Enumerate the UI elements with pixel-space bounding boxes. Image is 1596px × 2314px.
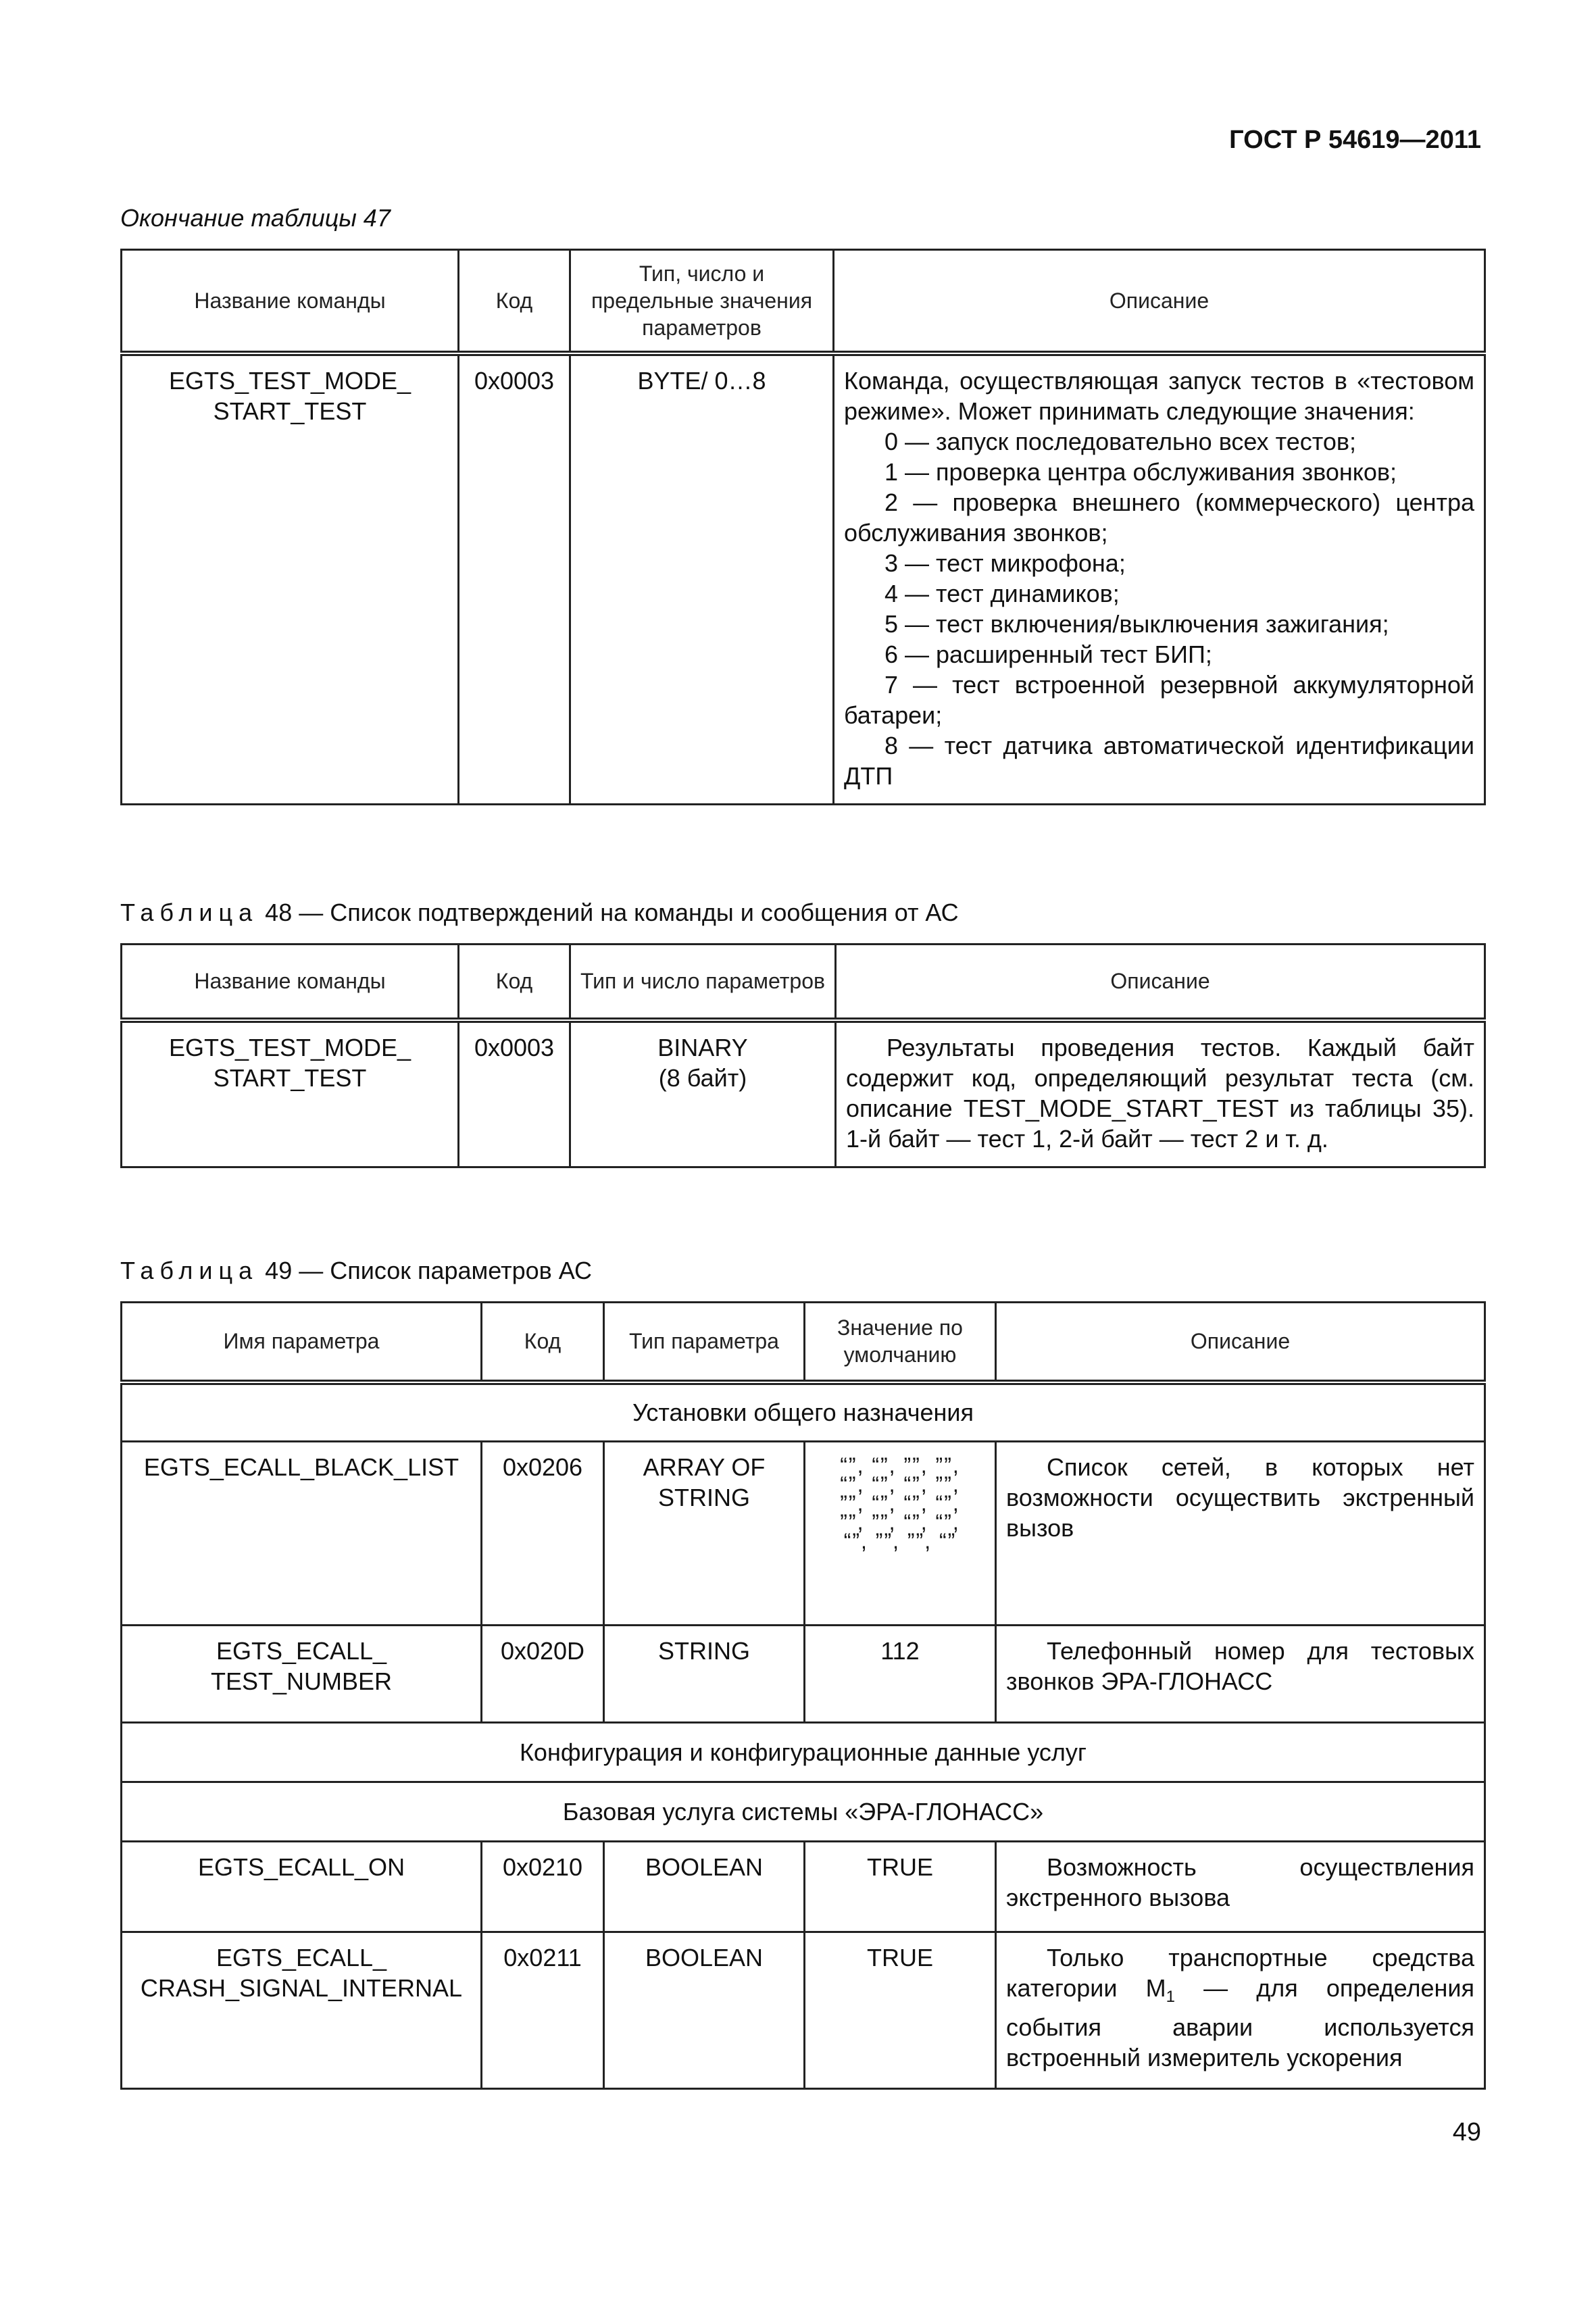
table48-caption: Таблица 48 — Список подтверждений на команды и сообщения от АС: [120, 899, 959, 926]
group-row: [122, 1382, 1485, 1442]
list-item: 5 — тест включения/выключения зажигания;: [884, 610, 1389, 638]
description-cell: Результаты проведения тестов. Каждый байт содержит код, определяющий результат теста (см. описание TEST_MODE_START_TEST из таблицы 35). 1-й байт — тест 1, 2-й байт — тест 2 и т. д.: [836, 1020, 1485, 1167]
header-code: Код: [459, 945, 570, 1020]
table-row: [122, 1442, 1485, 1626]
header-default: Значение по умолчанию: [805, 1303, 996, 1382]
header-code: Код: [482, 1303, 604, 1382]
list-item: 1 — проверка центра обслуживания звонков;: [884, 458, 1397, 486]
header-description: Описание: [836, 945, 1485, 1020]
code-cell: 0x0003: [459, 1020, 570, 1167]
header-command-name: Название команды: [122, 945, 459, 1020]
default-value-cell: “”, “”, ””, ””, “”, “”, “”, ””, ””, “”, “”, “”, ””, ””, “”, “”, “”, ””, ””, “”: [805, 1442, 996, 1626]
description-cell: Команда, осуществляющая запуск тестов в «тестовом режиме». Может принимать следующие значения: 0 — запуск последовательно всех тестов; 1 — проверка центра обслуживания звонков; 2 — проверка внешнего (коммерческого) центра обслуживания звонков; 3 — тест микрофона; 4 — тест динамиков; 5 — тест включения/выключения зажигания; 6 — расширенный тест БИП; 7 — тест встроенной резервной аккумуляторной батареи; 8 — тест датчика автоматической идентификации ДТП: [834, 353, 1485, 805]
group-row: [122, 1782, 1485, 1842]
code-cell: 0x0210: [482, 1842, 604, 1932]
header-parameter-name: Имя параметра: [122, 1303, 482, 1382]
group-row: [122, 1723, 1485, 1782]
header-type: Тип, число и предельные значения параметров: [570, 250, 834, 354]
list-item: 4 — тест динамиков;: [884, 580, 1120, 607]
header-code: Код: [459, 250, 570, 354]
table-49: [120, 1301, 1486, 2090]
parameter-name-cell: EGTS_ECALL_ON: [122, 1842, 482, 1932]
description-cell: Список сетей, в которых нет возможности осуществить экстренный вызов: [996, 1442, 1485, 1626]
type-cell: ARRAY OF STRING: [604, 1442, 805, 1626]
group-general-label: Установки общего назначения: [122, 1382, 1485, 1442]
list-item: 3 — тест микрофона;: [884, 549, 1126, 577]
code-cell: 0x020D: [482, 1626, 604, 1723]
command-name-cell: EGTS_TEST_MODE_ START_TEST: [122, 353, 459, 805]
type-cell: BYTE/ 0…8: [570, 353, 834, 805]
parameter-name-cell: EGTS_ECALL_ CRASH_SIGNAL_INTERNAL: [122, 1932, 482, 2089]
table47-caption: Окончание таблицы 47: [120, 204, 391, 232]
list-item: 6 — расширенный тест БИП;: [884, 640, 1212, 668]
header-type: Тип параметра: [604, 1303, 805, 1382]
table-47: [120, 249, 1486, 805]
header-description: Описание: [996, 1303, 1485, 1382]
header-type: Тип и число параметров: [570, 945, 836, 1020]
command-name-cell: EGTS_TEST_MODE_ START_TEST: [122, 1020, 459, 1167]
list-item: 7 — тест встроенной резервной аккумуляторной батареи;: [844, 671, 1474, 729]
default-value-cell: TRUE: [805, 1932, 996, 2089]
description-cell: Телефонный номер для тестовых звонков ЭРА-ГЛОНАСС: [996, 1626, 1485, 1723]
group-base-service-label: Базовая услуга системы «ЭРА-ГЛОНАСС»: [122, 1782, 1485, 1842]
type-cell: BOOLEAN: [604, 1842, 805, 1932]
code-cell: 0x0211: [482, 1932, 604, 2089]
standard-number: ГОСТ Р 54619—2011: [1229, 126, 1481, 154]
parameter-name-cell: EGTS_ECALL_BLACK_LIST: [122, 1442, 482, 1626]
header-description: Описание: [834, 250, 1485, 354]
table-row: [122, 1932, 1485, 2089]
default-value-cell: TRUE: [805, 1842, 996, 1932]
parameter-name-cell: EGTS_ECALL_ TEST_NUMBER: [122, 1626, 482, 1723]
list-item: 8 — тест датчика автоматической идентификации ДТП: [844, 732, 1474, 790]
type-cell: STRING: [604, 1626, 805, 1723]
default-value-cell: 112: [805, 1626, 996, 1723]
list-item: 2 — проверка внешнего (коммерческого) центра обслуживания звонков;: [844, 488, 1474, 547]
description-cell: Возможность осуществления экстренного вызова: [996, 1842, 1485, 1932]
page-number: 49: [1452, 2118, 1481, 2146]
table49-caption: Таблица 49 — Список параметров АС: [120, 1257, 593, 1284]
description-cell: Только транспортные средства категории $M_1$ — для определения события аварии используется встроенный измеритель ускорения: [996, 1932, 1485, 2089]
type-cell: BINARY (8 байт): [570, 1020, 836, 1167]
header-command-name: Название команды: [122, 250, 459, 354]
table-48: [120, 943, 1486, 1168]
code-cell: 0x0003: [459, 353, 570, 805]
table-row: [122, 353, 1485, 805]
code-cell: 0x0206: [482, 1442, 604, 1626]
table-row: [122, 1020, 1485, 1167]
group-config-label: Конфигурация и конфигурационные данные услуг: [122, 1723, 1485, 1782]
list-item: 0 — запуск последовательно всех тестов;: [884, 428, 1356, 455]
type-cell: BOOLEAN: [604, 1932, 805, 2089]
table-row: [122, 1626, 1485, 1723]
table-row: [122, 1842, 1485, 1932]
